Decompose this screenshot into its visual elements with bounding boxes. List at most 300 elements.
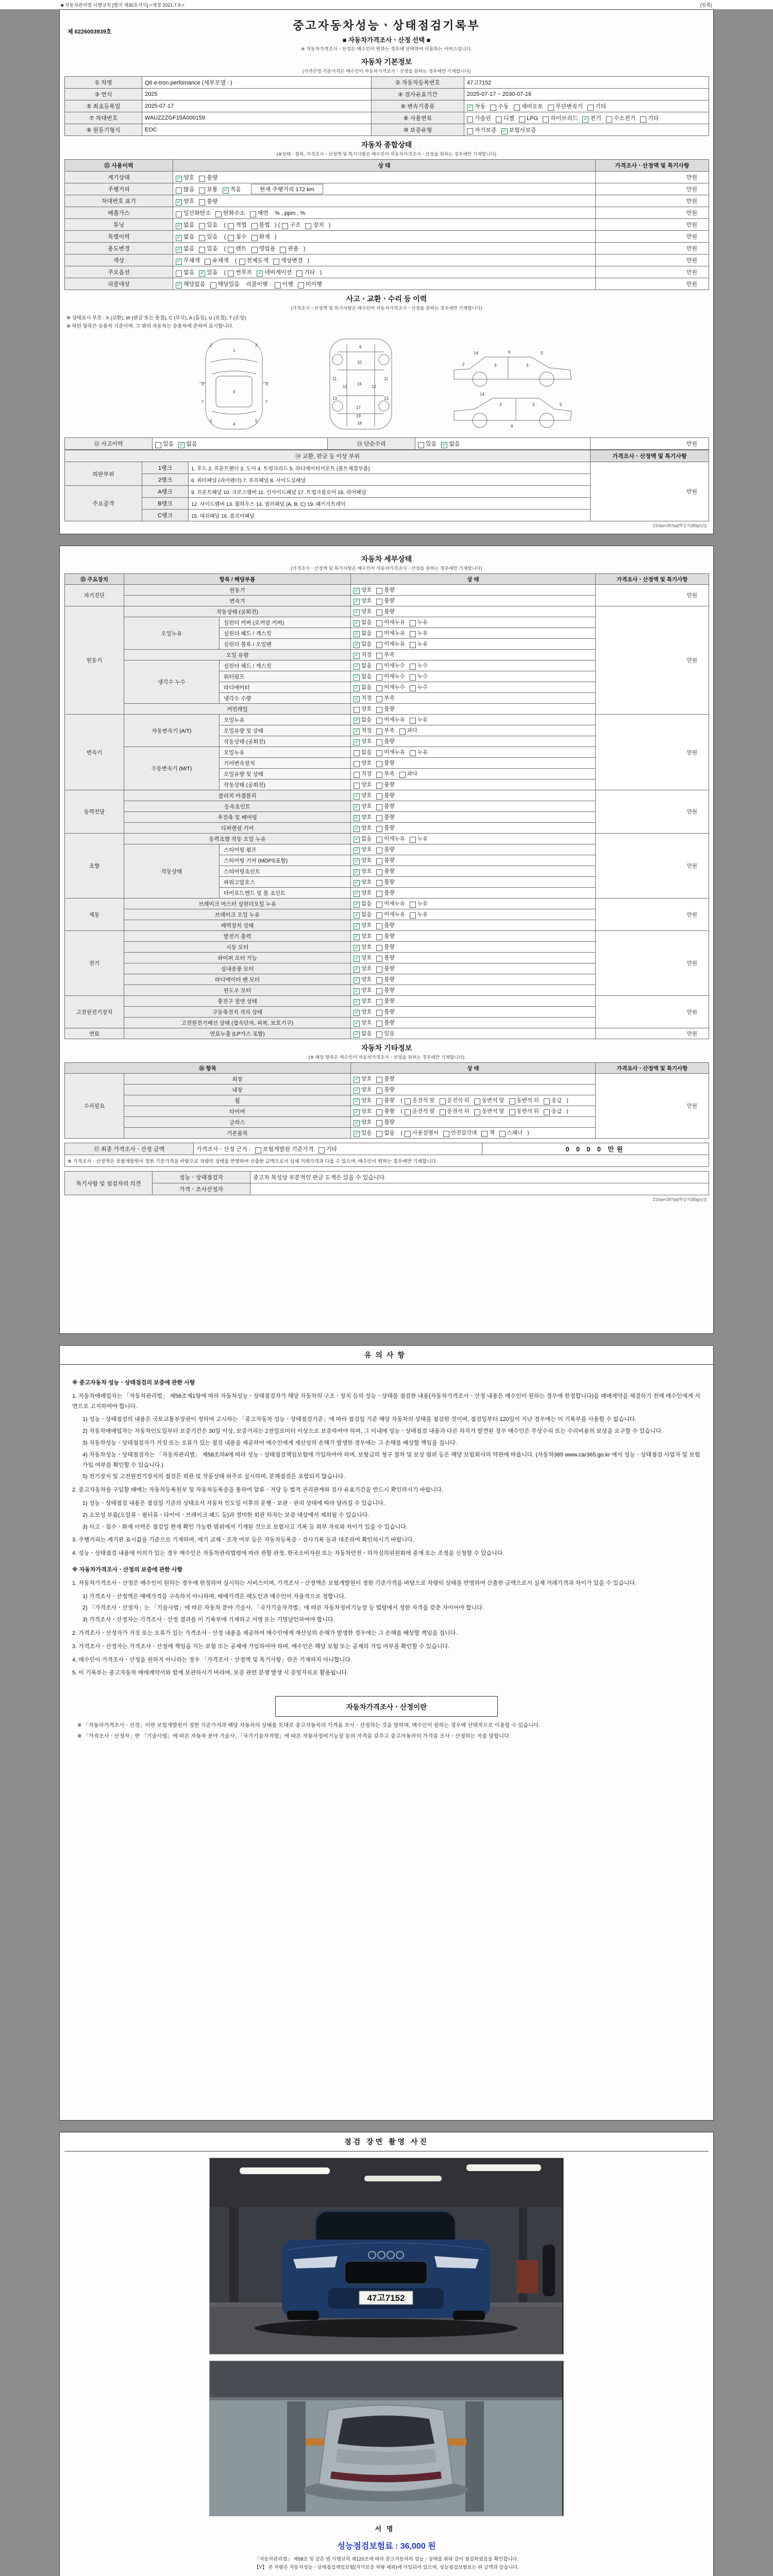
checkbox-option[interactable]: ✓ 양호 [354,1097,372,1104]
checkbox-icon[interactable] [376,891,382,897]
checkbox-option[interactable]: 장치 [305,222,324,228]
checked-checkbox-icon[interactable]: ✓ [354,631,359,637]
checkbox-icon[interactable] [481,1131,488,1137]
checked-checkbox-icon[interactable]: ✓ [176,258,181,264]
checked-checkbox-icon[interactable]: ✓ [354,588,359,594]
checked-checkbox-icon[interactable]: ✓ [354,1088,359,1093]
checkbox-icon[interactable] [376,967,382,973]
checkbox-icon[interactable] [282,223,288,229]
checkbox-icon[interactable] [199,176,205,182]
checkbox-option[interactable]: 불량 [376,879,394,885]
checkbox-option[interactable]: 있음 [418,441,436,447]
checked-checkbox-icon[interactable]: ✓ [354,653,359,658]
checked-checkbox-icon[interactable]: ✓ [354,718,359,723]
checkbox-option[interactable]: ✓ 양호 [354,1020,372,1026]
checkbox-option[interactable]: ✓ 없음 [354,911,372,918]
checkbox-option[interactable]: ✓ 양호 [354,998,372,1005]
checkbox-option[interactable]: 미세누유 [376,717,405,723]
checked-checkbox-icon[interactable]: ✓ [354,1120,359,1126]
checkbox-icon[interactable] [405,1098,411,1105]
checkbox-option[interactable]: ✓ 자동 [467,103,486,110]
checkbox-option[interactable]: ✓ 없음 [354,1030,372,1037]
checked-checkbox-icon[interactable]: ✓ [176,234,181,241]
checkbox-option[interactable]: ✓ 양호 [354,976,372,983]
checkbox-option[interactable]: ✓ 양호 [354,1076,372,1082]
checkbox-icon[interactable] [410,902,416,908]
checkbox-option[interactable]: 잭 [481,1130,494,1136]
checkbox-icon[interactable] [410,912,416,919]
checkbox-option[interactable]: ✓ 양호 [354,738,372,745]
checkbox-option[interactable]: 하이브리드 [543,115,578,122]
checked-checkbox-icon[interactable]: ✓ [176,246,181,252]
checkbox-icon[interactable] [376,1010,382,1016]
checkbox-icon[interactable] [255,1147,261,1154]
checkbox-option[interactable]: 있음 [199,222,217,228]
checkbox-option[interactable]: 불량 [376,1009,394,1015]
checkbox-option[interactable]: 누유 [410,836,428,842]
checkbox-option[interactable]: 이행 [275,281,293,287]
checkbox-option[interactable]: LPG [519,115,538,122]
checkbox-icon[interactable] [376,653,382,659]
checkbox-icon[interactable] [543,116,549,123]
checkbox-option[interactable]: 세미오토 [514,104,544,110]
checkbox-icon[interactable] [250,211,256,217]
checkbox-option[interactable]: ✓ 없음 [354,673,372,680]
checkbox-option[interactable]: 누유 [410,619,428,625]
checkbox-option[interactable]: 불량 [376,608,394,615]
checkbox-option[interactable]: ✓ 양호 [354,1119,372,1126]
checked-checkbox-icon[interactable]: ✓ [354,739,359,745]
checked-checkbox-icon[interactable]: ✓ [176,175,181,181]
checkbox-icon[interactable] [376,1031,382,1038]
checkbox-option[interactable]: 탄화수소 [215,210,245,216]
checkbox-icon[interactable] [376,685,382,691]
checkbox-icon[interactable] [210,282,216,289]
checkbox-option[interactable]: ✓ 해당없음 [176,281,206,288]
checkbox-option[interactable]: 불량 [376,846,394,853]
checkbox-option[interactable]: 적법 [228,222,246,228]
checkbox-option[interactable]: ✓ 양호 [354,587,372,594]
checkbox-option[interactable]: 불량 [376,998,394,1004]
checked-checkbox-icon[interactable]: ✓ [354,967,359,972]
checkbox-icon[interactable] [376,988,382,994]
checkbox-option[interactable]: ✓ 있음 [354,1130,372,1137]
checked-checkbox-icon[interactable]: ✓ [354,999,359,1005]
checkbox-option[interactable]: ✓ 없음 [179,440,197,448]
checkbox-option[interactable]: 있음 [376,1030,394,1037]
checkbox-icon[interactable] [410,837,416,843]
checkbox-option[interactable]: 미세누수 [376,663,405,669]
checkbox-option[interactable]: 운전석 앞 [405,1097,435,1104]
checkbox-option[interactable]: ✓ 양호 [354,598,372,604]
checkbox-option[interactable]: 미세누유 [376,911,405,918]
checked-checkbox-icon[interactable]: ✓ [354,793,359,799]
checkbox-icon[interactable] [376,728,382,735]
checkbox-option[interactable]: 불량 [376,587,394,593]
checkbox-option[interactable]: 부족 [376,695,394,701]
checkbox-option[interactable]: ✓ 양호 [354,890,372,896]
checked-checkbox-icon[interactable]: ✓ [176,199,181,205]
checkbox-option[interactable]: 동반석 앞 [474,1097,505,1104]
checked-checkbox-icon[interactable]: ✓ [176,282,181,288]
checkbox-option[interactable]: 없음 [376,1130,394,1136]
checkbox-option[interactable]: ✓ 양호 [354,814,372,821]
checkbox-option[interactable]: 보통 [199,187,217,193]
checked-checkbox-icon[interactable]: ✓ [354,620,359,626]
checkbox-option[interactable]: ✓ 무채색 [176,257,200,264]
checkbox-icon[interactable] [376,815,382,821]
checkbox-option[interactable]: ✓ 없음 [354,836,372,842]
checkbox-icon[interactable] [519,116,525,123]
checkbox-icon[interactable] [176,270,182,277]
checkbox-option[interactable]: 불량 [376,976,394,982]
checkbox-icon[interactable] [275,282,281,289]
checkbox-option[interactable]: 불량 [376,825,394,831]
checkbox-option[interactable]: ✓ 적정 [354,727,372,734]
checkbox-icon[interactable] [354,772,360,778]
checkbox-option[interactable]: ✓ 양호 [354,1087,372,1093]
checkbox-option[interactable]: 디젤 [496,115,514,122]
checkbox-option[interactable]: 미세누수 [376,673,405,680]
checkbox-icon[interactable] [199,223,205,229]
checkbox-option[interactable]: 불량 [199,198,217,205]
checkbox-option[interactable]: 렌트 [228,246,246,252]
checked-checkbox-icon[interactable]: ✓ [354,1109,359,1115]
checkbox-option[interactable]: ✓ 양호 [354,868,372,875]
checkbox-icon[interactable] [376,707,382,713]
checkbox-icon[interactable] [376,739,382,745]
checkbox-option[interactable]: 불량 [376,1097,394,1104]
checkbox-option[interactable]: ✓ 양호 [354,944,372,951]
checkbox-icon[interactable] [376,912,382,919]
checkbox-icon[interactable] [376,956,382,962]
checkbox-option[interactable]: 불량 [376,857,394,863]
checkbox-option[interactable]: 누수 [410,673,428,680]
checkbox-option[interactable]: ✓ 없음 [176,245,195,252]
checkbox-option[interactable]: 기타 [640,115,659,122]
checkbox-option[interactable]: 관용 [280,246,298,252]
checkbox-icon[interactable] [410,631,416,637]
checkbox-option[interactable]: 누수 [410,684,428,690]
checkbox-icon[interactable] [205,259,211,265]
checkbox-option[interactable]: 부족 [376,652,394,658]
checkbox-icon[interactable] [496,116,502,123]
checkbox-icon[interactable] [474,1098,480,1105]
checkbox-icon[interactable] [239,259,245,265]
checkbox-option[interactable]: 미이행 [298,281,322,287]
checkbox-option[interactable]: 불량 [376,1119,394,1125]
checkbox-option[interactable]: 불량 [376,792,394,799]
checked-checkbox-icon[interactable]: ✓ [354,977,359,983]
checkbox-option[interactable]: 불량 [376,965,394,972]
checked-checkbox-icon[interactable]: ✓ [354,1098,359,1104]
checkbox-icon[interactable] [176,188,182,194]
checked-checkbox-icon[interactable]: ✓ [354,891,359,896]
checked-checkbox-icon[interactable]: ✓ [354,685,359,691]
checkbox-icon[interactable] [467,128,473,134]
checkbox-option[interactable]: ✓ 없음 [354,630,372,637]
checkbox-icon[interactable] [399,728,406,735]
checked-checkbox-icon[interactable]: ✓ [354,956,359,961]
checkbox-option[interactable]: 불량 [376,987,394,993]
checked-checkbox-icon[interactable]: ✓ [354,815,359,821]
checkbox-icon[interactable] [251,235,258,241]
checkbox-option[interactable]: 누유 [410,749,428,755]
checkbox-option[interactable]: 불량 [376,933,394,939]
checkbox-option[interactable]: ✓ 없음 [354,641,372,648]
checked-checkbox-icon[interactable]: ✓ [354,1031,359,1037]
checkbox-icon[interactable] [640,116,646,123]
checkbox-option[interactable]: 불량 [376,1108,394,1114]
checkbox-icon[interactable] [298,282,304,289]
checkbox-icon[interactable] [376,1120,382,1126]
checkbox-icon[interactable] [474,1109,480,1115]
checked-checkbox-icon[interactable]: ✓ [354,880,359,886]
checkbox-option[interactable]: 불량 [376,944,394,950]
checkbox-option[interactable]: ✓ 없음 [354,717,372,723]
checkbox-option[interactable]: 불량 [376,760,394,766]
checkbox-option[interactable]: 미세누수 [376,684,405,690]
checkbox-option[interactable]: 무단변속기 [548,104,583,110]
checkbox-option[interactable]: ✓ 양호 [354,846,372,853]
checked-checkbox-icon[interactable]: ✓ [354,902,359,907]
checked-checkbox-icon[interactable]: ✓ [354,1077,359,1082]
checkbox-icon[interactable] [376,599,382,605]
checkbox-icon[interactable] [410,685,416,691]
checkbox-icon[interactable] [228,270,234,277]
checkbox-option[interactable]: 수동 [490,104,509,110]
checkbox-option[interactable]: 동반석 앞 [474,1108,505,1114]
checkbox-option[interactable]: 불량 [376,955,394,961]
checkbox-icon[interactable] [280,247,286,253]
checkbox-icon[interactable] [354,783,360,789]
checked-checkbox-icon[interactable]: ✓ [257,270,262,276]
checkbox-option[interactable]: 불량 [376,922,394,928]
checkbox-icon[interactable] [376,761,382,767]
checkbox-icon[interactable] [376,588,382,594]
checkbox-icon[interactable] [176,211,182,217]
checkbox-option[interactable]: ✓ 보험사보증 [502,127,536,134]
checked-checkbox-icon[interactable]: ✓ [354,848,359,853]
checkbox-icon[interactable] [215,211,222,217]
checkbox-option[interactable]: 미세누유 [376,619,405,625]
checkbox-icon[interactable] [410,750,416,756]
checkbox-icon[interactable] [376,848,382,854]
checked-checkbox-icon[interactable]: ✓ [354,858,359,864]
checkbox-option[interactable]: 유채색 [205,258,229,264]
checkbox-option[interactable]: 동반석 뒤 [509,1097,540,1104]
checkbox-icon[interactable] [376,664,382,670]
checkbox-icon[interactable] [376,1131,382,1137]
checkbox-option[interactable]: 화재 [251,234,270,240]
checkbox-icon[interactable] [376,696,382,702]
checkbox-option[interactable]: ✓ 없음 [354,663,372,669]
checkbox-option[interactable]: 자가보증 [467,127,497,133]
checkbox-option[interactable]: ✓ 양호 [354,955,372,961]
checkbox-icon[interactable] [467,116,473,123]
checkbox-option[interactable]: 응급 [544,1097,562,1104]
checkbox-icon[interactable] [509,1098,515,1105]
checkbox-option[interactable]: 운전석 앞 [405,1108,435,1114]
checkbox-option[interactable]: ✓ 양호 [354,922,372,929]
checked-checkbox-icon[interactable]: ✓ [354,609,359,615]
checkbox-option[interactable]: 매연 [250,210,268,216]
checkbox-icon[interactable] [376,609,382,616]
checkbox-option[interactable]: 전체도색 [239,258,269,264]
checked-checkbox-icon[interactable]: ✓ [442,442,447,448]
checked-checkbox-icon[interactable]: ✓ [354,696,359,702]
checkbox-icon[interactable] [376,923,382,929]
checkbox-option[interactable]: ✓ 양호 [354,933,372,940]
checkbox-option[interactable]: ✓ 없음 [442,440,460,448]
checkbox-option[interactable]: 미세누유 [376,901,405,907]
checked-checkbox-icon[interactable]: ✓ [354,1021,359,1026]
checkbox-icon[interactable] [199,235,205,241]
checkbox-icon[interactable] [405,1109,411,1115]
checkbox-option[interactable]: 과다 [399,727,417,734]
checkbox-option[interactable]: ✓ 없음 [354,619,372,626]
checkbox-icon[interactable] [410,664,416,670]
checkbox-icon[interactable] [296,270,303,277]
checkbox-option[interactable]: 불량 [376,814,394,820]
checkbox-option[interactable]: 미세누유 [376,630,405,636]
checkbox-icon[interactable] [376,1021,382,1027]
checkbox-option[interactable]: 해당있음 [210,281,240,287]
checkbox-option[interactable]: ✓ 양호 [176,174,195,181]
checkbox-option[interactable]: ✓ 없음 [354,684,372,691]
checkbox-option[interactable]: 양호 [354,782,372,788]
checkbox-option[interactable]: 적정 [354,771,372,777]
checkbox-option[interactable]: 불량 [376,738,394,744]
checked-checkbox-icon[interactable]: ✓ [354,912,359,918]
checkbox-icon[interactable] [544,1098,550,1105]
checkbox-option[interactable]: 불량 [376,803,394,809]
checkbox-icon[interactable] [376,674,382,681]
checkbox-option[interactable]: 부족 [376,727,394,734]
checkbox-option[interactable]: ✓ 양호 [354,792,372,799]
checkbox-option[interactable]: ✓ 양호 [354,1108,372,1115]
checkbox-icon[interactable] [228,223,234,229]
checked-checkbox-icon[interactable]: ✓ [179,442,184,448]
checkbox-icon[interactable] [354,761,360,767]
checked-checkbox-icon[interactable]: ✓ [354,1010,359,1015]
checkbox-option[interactable]: 색상변경 [273,258,303,264]
checkbox-option[interactable]: ✓ 양호 [354,987,372,994]
checkbox-icon[interactable] [376,837,382,843]
checkbox-icon[interactable] [405,1131,411,1137]
checkbox-icon[interactable] [587,105,594,111]
checkbox-icon[interactable] [410,642,416,648]
checkbox-icon[interactable] [509,1109,515,1115]
checkbox-option[interactable]: 미세누유 [376,836,405,842]
checkbox-icon[interactable] [376,1098,382,1105]
checkbox-icon[interactable] [376,642,382,648]
checkbox-option[interactable]: 불량 [376,782,394,788]
checkbox-icon[interactable] [376,826,382,832]
checked-checkbox-icon[interactable]: ✓ [583,116,588,122]
checkbox-option[interactable]: 보험개발원 기준가격 [255,1146,314,1153]
checkbox-option[interactable]: 누유 [410,630,428,636]
checked-checkbox-icon[interactable]: ✓ [354,804,359,810]
checkbox-icon[interactable] [273,259,279,265]
checked-checkbox-icon[interactable]: ✓ [354,1131,359,1137]
checkbox-option[interactable]: 없음 [354,749,372,755]
checkbox-option[interactable]: 구조 [282,222,300,228]
checkbox-option[interactable]: 안전삼각대 [443,1130,477,1136]
checkbox-icon[interactable] [514,105,520,111]
checkbox-option[interactable]: ✓ 양호 [354,857,372,864]
checkbox-option[interactable]: 누수 [410,663,428,669]
checkbox-icon[interactable] [376,783,382,789]
checked-checkbox-icon[interactable]: ✓ [467,104,473,110]
checkbox-option[interactable]: 응급 [544,1108,562,1114]
checkbox-option[interactable]: ✓ 양호 [176,198,195,205]
checkbox-icon[interactable] [305,223,311,229]
checkbox-option[interactable]: 많음 [176,187,194,193]
checkbox-option[interactable]: ✓ 양호 [354,825,372,832]
checked-checkbox-icon[interactable]: ✓ [354,869,359,875]
checkbox-option[interactable]: ✓ 적정 [354,695,372,702]
checkbox-icon[interactable] [376,793,382,800]
checkbox-option[interactable]: ✓ 전기 [583,115,601,122]
checkbox-icon[interactable] [228,235,234,241]
checkbox-icon[interactable] [376,880,382,886]
checkbox-icon[interactable] [376,945,382,951]
checkbox-icon[interactable] [376,620,382,626]
checkbox-option[interactable]: 있음 [199,246,217,252]
checkbox-option[interactable]: 불량 [199,175,217,181]
checkbox-icon[interactable] [376,869,382,875]
checkbox-option[interactable]: ✓ 양호 [354,608,372,615]
checkbox-option[interactable]: 불량 [376,1020,394,1026]
checkbox-icon[interactable] [376,934,382,940]
checkbox-icon[interactable] [376,1109,382,1115]
checkbox-option[interactable]: 불량 [376,868,394,874]
checked-checkbox-icon[interactable]: ✓ [223,188,228,193]
checkbox-option[interactable]: 수소전기 [606,115,636,122]
checkbox-icon[interactable] [548,105,554,111]
checkbox-option[interactable]: 동반석 뒤 [509,1108,540,1114]
checkbox-icon[interactable] [155,442,161,448]
checkbox-option[interactable]: 미세누유 [376,749,405,755]
checkbox-icon[interactable] [318,1147,325,1154]
checkbox-option[interactable]: 있음 [199,234,217,240]
checkbox-icon[interactable] [376,977,382,984]
checkbox-icon[interactable] [376,750,382,756]
checked-checkbox-icon[interactable]: ✓ [354,837,359,842]
checkbox-option[interactable]: 누유 [410,717,428,723]
checkbox-icon[interactable] [544,1109,550,1115]
checkbox-option[interactable]: 불량 [376,1076,394,1082]
checkbox-option[interactable]: ✓ 적음 [223,187,241,193]
checkbox-option[interactable]: 사용설명서 [405,1130,439,1136]
checkbox-option[interactable]: 없음 [176,269,194,276]
checked-checkbox-icon[interactable]: ✓ [354,728,359,734]
checkbox-icon[interactable] [376,772,382,778]
checked-checkbox-icon[interactable]: ✓ [354,664,359,669]
checkbox-option[interactable]: ✓ 있음 [200,269,218,276]
checkbox-option[interactable]: ✓ 네비게이션 [257,269,292,276]
checkbox-option[interactable]: 누유 [410,641,428,647]
checkbox-option[interactable]: 누유 [410,901,428,907]
checkbox-option[interactable]: ✓ 없음 [354,901,372,907]
checkbox-option[interactable]: 영업용 [251,246,276,252]
checkbox-icon[interactable] [499,1131,506,1137]
checkbox-option[interactable]: ✓ 양호 [354,965,372,972]
checked-checkbox-icon[interactable]: ✓ [502,128,507,134]
checkbox-option[interactable]: ✓ 없음 [176,233,195,241]
checked-checkbox-icon[interactable]: ✓ [354,934,359,940]
